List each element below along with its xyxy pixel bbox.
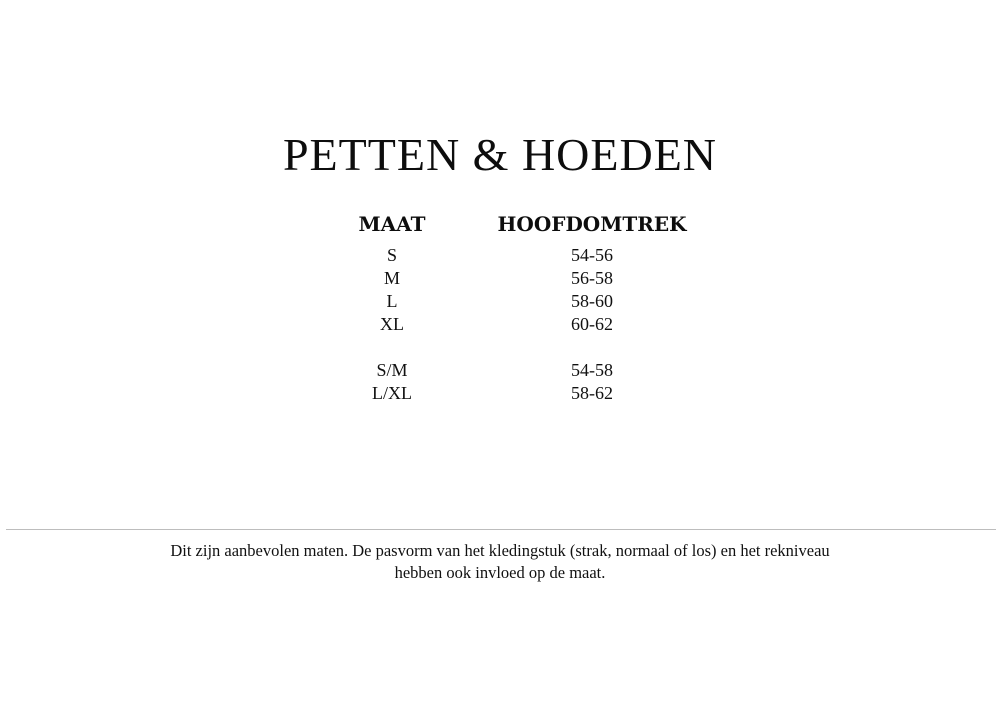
table-header-row [330,212,730,244]
head-cell: 54-58 [571,360,613,380]
table-row [330,244,730,267]
size-cell: L/XL [372,383,412,403]
divider [6,529,996,530]
page-title: PETTEN & HOEDEN [282,129,718,180]
head-cell: 54-56 [571,245,613,265]
table-row [330,382,730,405]
head-cell: 60-62 [571,314,613,334]
table-row [330,290,730,313]
size-cell: L [386,291,398,311]
size-table [330,212,730,405]
table-row [330,267,730,290]
fit-note-line-2: hebben ook invloed op de maat. [394,563,606,582]
size-cell: XL [380,314,404,334]
group-spacer [330,336,730,359]
header-maat: MAAT [358,212,426,236]
fit-note-line-1: Dit zijn aanbevolen maten. De pasvorm van het kledingstuk (strak, normaal of los) en het rekniveau [170,541,830,560]
header-hoofdomtrek: HOOFDOMTREK [497,212,687,236]
size-cell: S/M [376,360,408,380]
head-cell: 58-62 [571,383,613,403]
table-row [330,313,730,336]
head-cell: 56-58 [571,268,613,288]
fit-note [60,540,940,584]
size-cell: M [383,268,400,288]
table-row [330,359,730,382]
size-cell: S [386,245,397,265]
head-cell: 58-60 [571,291,613,311]
